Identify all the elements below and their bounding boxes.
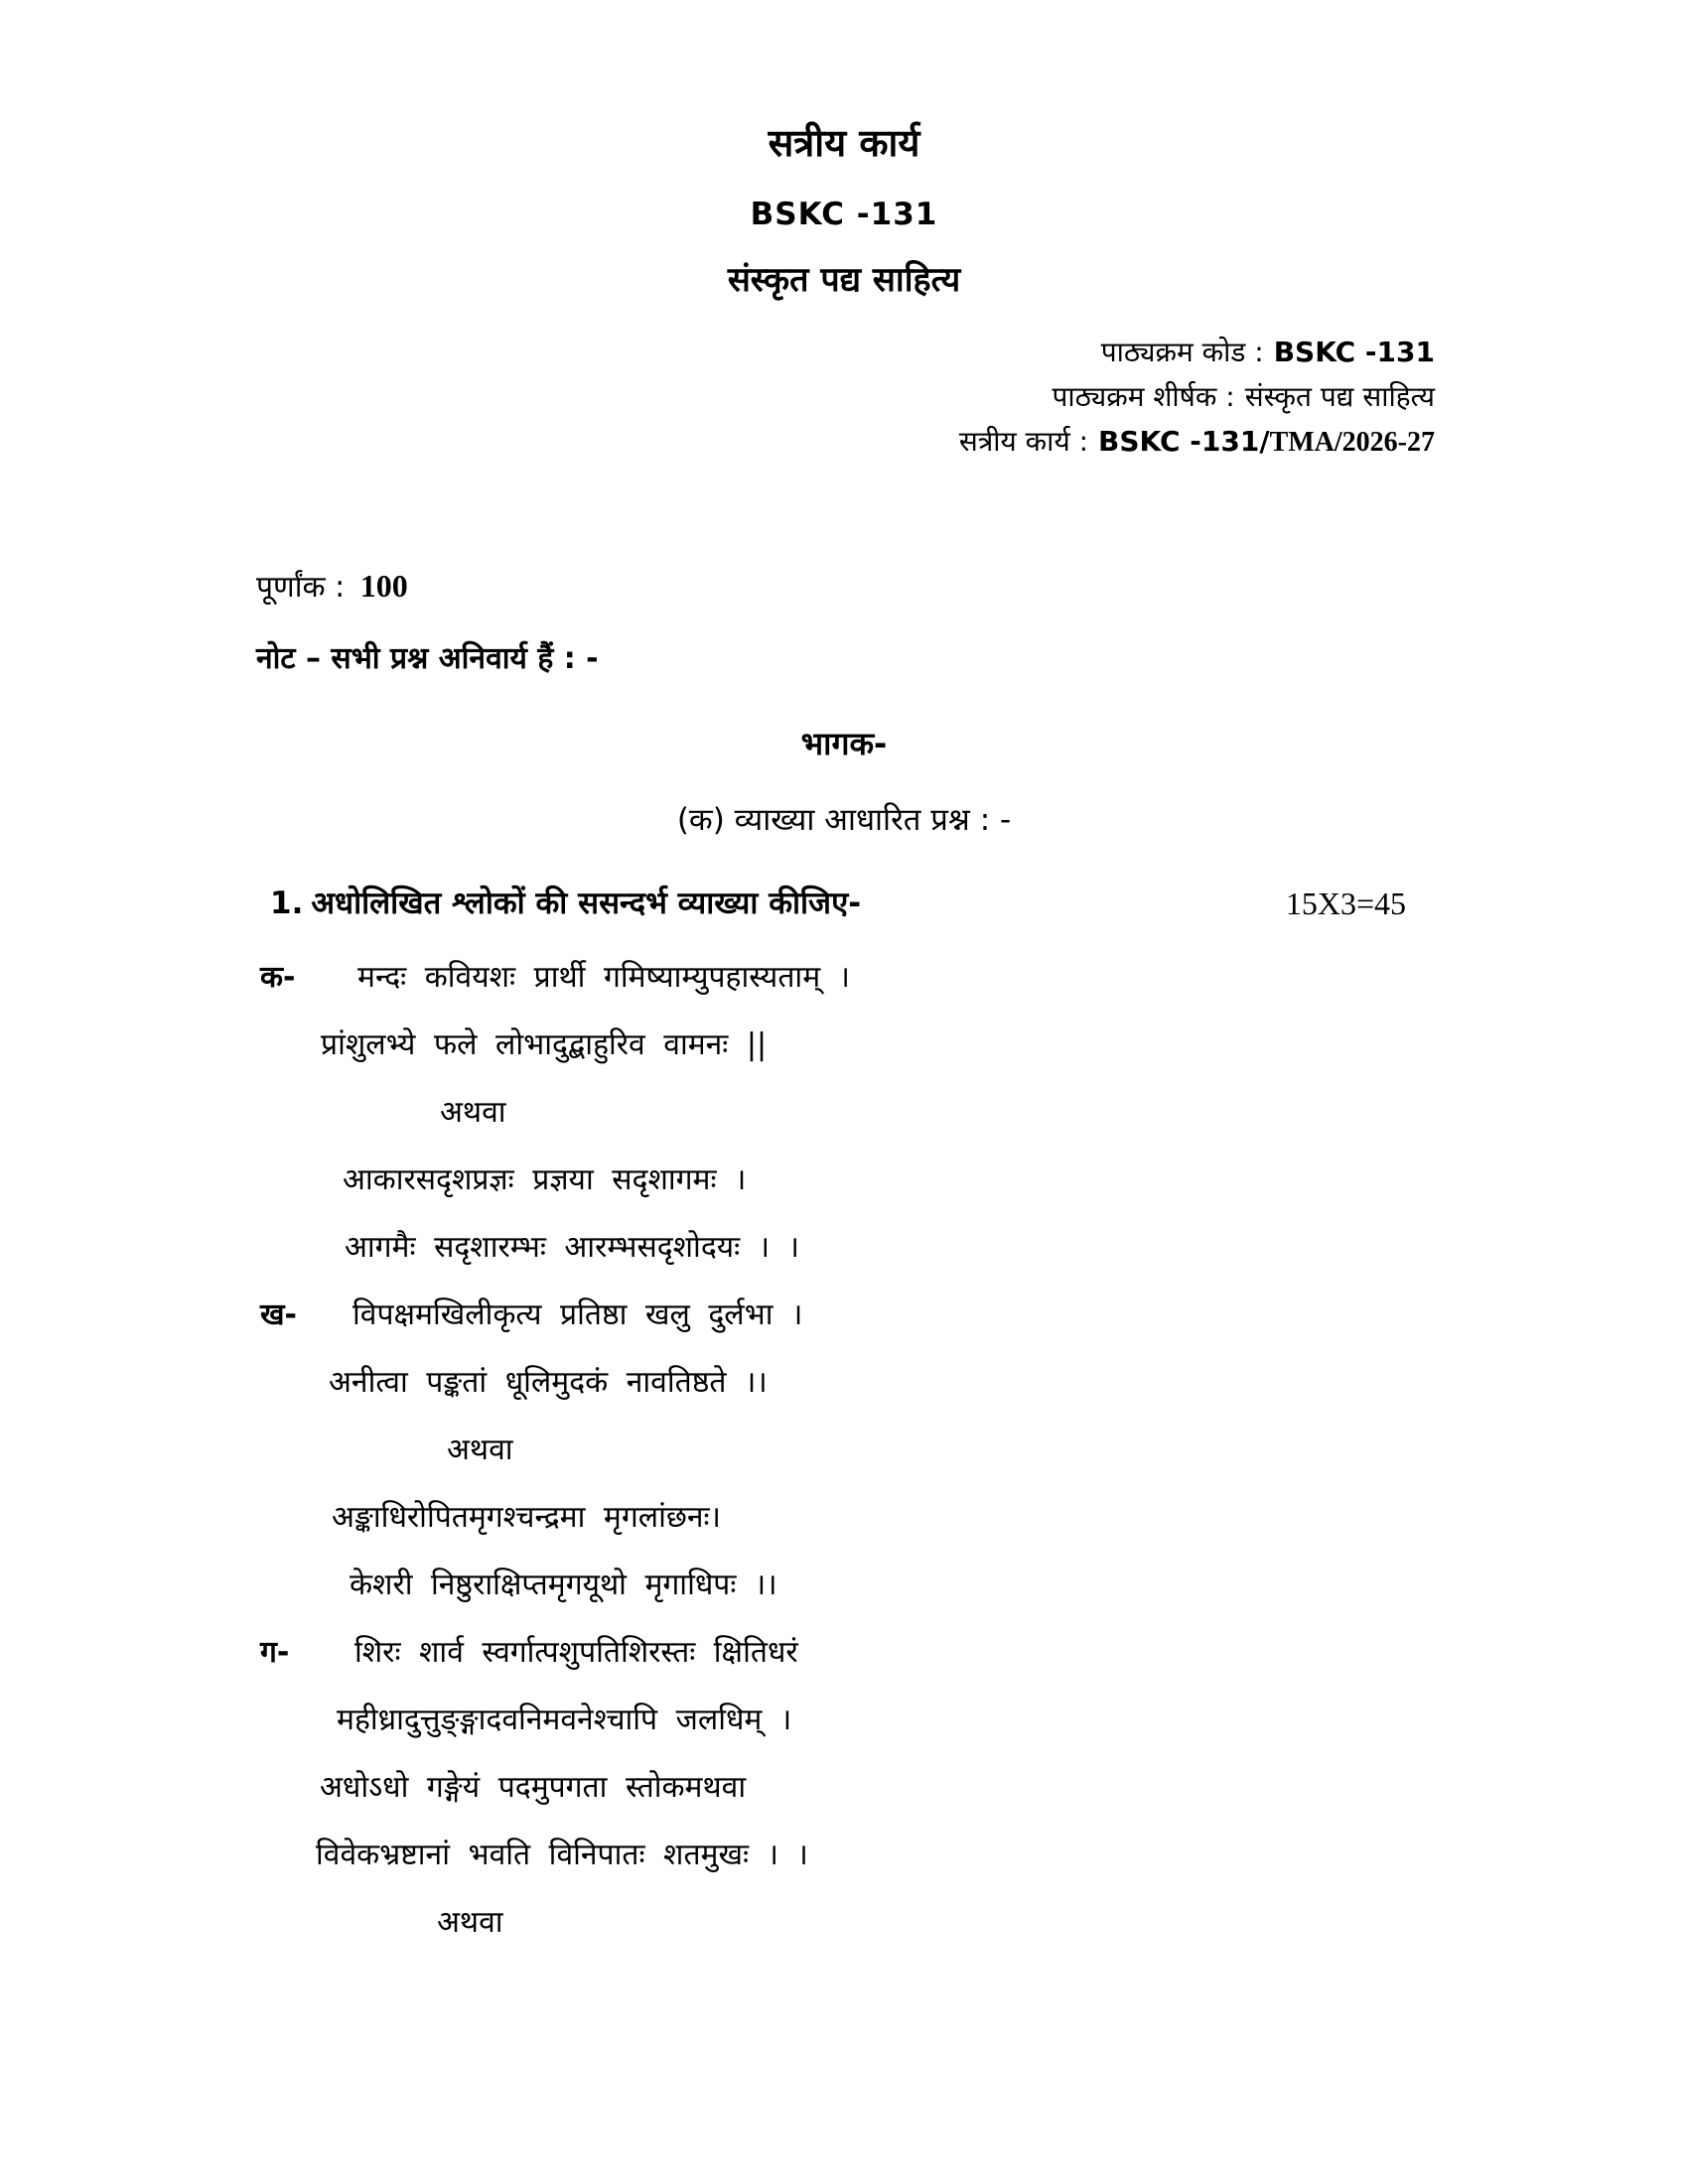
course-code-meta-line [199,331,1435,374]
or-label-kha: अथवा [447,1433,513,1467]
question-1-line [270,882,1406,925]
document-title: सत्रीय कार्य [768,121,920,165]
course-code-value: BSKC -131 [1273,336,1435,368]
verse-kha-line-1-text: विपक्षमखिलीकृत्य प्रतिष्ठा खलु दुर्लभा । [352,1297,803,1332]
verse-ga-line-3: अधोऽधो गङ्गेयं पदमुपगता स्तोकमथवा [320,1770,747,1805]
verse-kha-label: ख- [260,1297,297,1332]
question-1-text-wrap [270,882,861,925]
verse-ka-line-2: प्रांशुलभ्ये फले लोभादुद्बाहुरिव वामनः || [321,1027,768,1062]
verse-kha-line-2: अनीत्वा पङ्कतां धूलिमुदकं नावतिष्ठते ।। [329,1365,768,1400]
assignment-value-session: TMA/2026-27 [1269,427,1435,458]
verse-ka-alt-line-2: आगमैः सदृशारम्भः आरम्भसदृशोदयः । । [345,1230,800,1265]
note-line: नोट – सभी प्रश्न अनिवार्य हैं : - [256,641,599,676]
assignment-label: सत्रीय कार्य : [958,425,1089,458]
max-marks-line [256,564,408,608]
course-subject-heading: संस्कृत पद्य साहित्य [727,260,961,300]
verse-ga-line-4: विवेकभ्रष्टानां भवति विनिपातः शतमुखः । । [316,1838,808,1872]
verse-ka-line-1 [260,956,850,1000]
verse-ka-line-1-text: मन्दः कवियशः प्रार्थी गमिष्याम्युपहास्यताम् । [357,960,851,995]
or-label-ka: अथवा [440,1095,506,1130]
verse-ka-alt-line-1: आकारसदृशप्रज्ञः प्रज्ञया सदृशागमः । [343,1162,747,1197]
part-heading: भागक- [800,725,888,762]
verse-kha-line-1 [260,1294,802,1337]
question-1-marks: 15X3=45 [1285,886,1406,921]
course-code-label: पाठ्यक्रम कोड : [1100,336,1264,368]
or-label-ga: अथवा [437,1905,503,1940]
verse-ga-line-2: महीध्रादुत्तुङ्ङ्गादवनिमवनेश्चापि जलधिम् । [337,1703,792,1737]
question-1-number: 1. [270,886,304,921]
verse-ga-line-1-text: शिरः शार्व स्वर्गात्पशुपतिशिरस्तः क्षितिधरं [354,1635,798,1670]
assignment-code-meta-line [199,420,1435,464]
course-title-value: संस्कृत पद्य साहित्य [1244,380,1435,413]
subsection-heading: (क) व्याख्या आधारित प्रश्न : - [676,802,1012,838]
assignment-value-code: BSKC -131/ [1098,425,1270,458]
question-1-text: अधोलिखित श्लोकों की ससन्दर्भ व्याख्या कीजिए- [311,886,862,921]
max-marks-value: 100 [359,568,408,604]
verse-kha-alt-line-1: अङ्काधिरोपितमृगश्चन्द्रमा मृगलांछनः। [332,1500,721,1535]
course-title-label: पाठ्यक्रम शीर्षक : [1052,380,1235,413]
verse-ga-line-1 [260,1631,798,1675]
verse-ka-label: क- [260,960,296,995]
course-code-heading: BSKC -131 [750,197,938,232]
course-title-meta-line [199,375,1435,419]
verse-ga-label: ग- [260,1635,290,1670]
max-marks-label: पूर्णांक : [256,570,346,605]
verse-kha-alt-line-2: केशरी निष्ठुराक्षिप्तमृगयूथो मृगाधिपः ।। [350,1568,777,1602]
